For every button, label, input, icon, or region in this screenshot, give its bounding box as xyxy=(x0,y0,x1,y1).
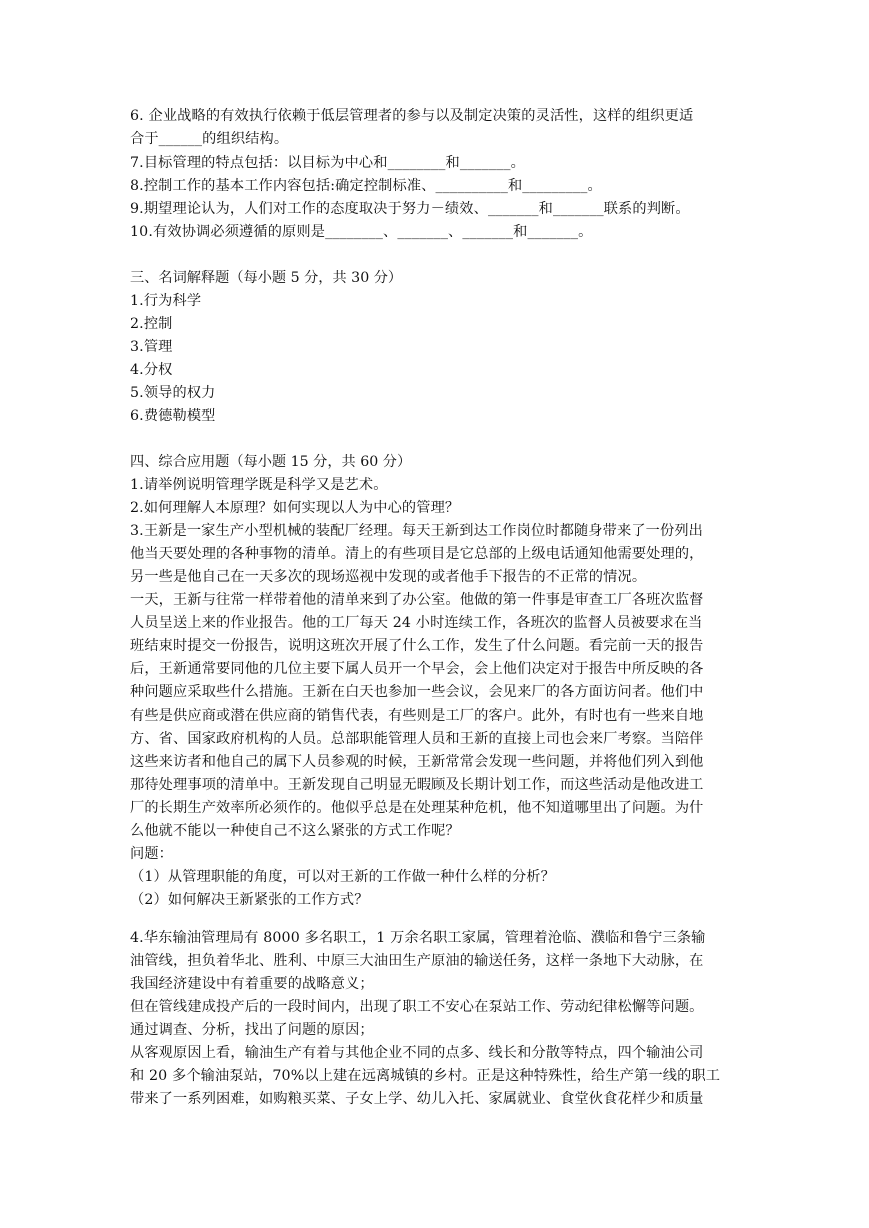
term-item: 1.行为科学 xyxy=(130,293,202,309)
paragraph-line: 和 20 多个输油泵站，70%以上建在远离城镇的乡村。正是这种特殊性，给生产第一线的职工 xyxy=(130,1068,721,1085)
paragraph-line: 方、省、国家政府机构的人员。总部职能管理人员和王新的直接上司也会来厂考察。当陪伴 xyxy=(130,730,704,747)
paragraph-line: 人员呈送上来的作业报告。他的工厂每天 24 小时连续工作，各班次的监督人员被要求在当 xyxy=(130,615,703,632)
paragraph-line: 后，王新通常要同他的几位主要下属人员开一个早会，会上他们决定对于报告中所反映的各 xyxy=(130,661,704,678)
question-line: 7.目标管理的特点包括：以目标为中心和________和_______。 xyxy=(130,155,525,171)
paragraph-line: 1.请举例说明管理学既是科学又是艺术。 xyxy=(130,477,388,493)
paragraph-line: 从客观原因上看，输油生产有着与其他企业不同的点多、线长和分散等特点，四个输油公司 xyxy=(130,1045,704,1062)
paragraph-line: 4.华东输油管理局有 8000 多名职工，1 万余名职工家属，管理着沧临、濮临和鲁宁三条输 xyxy=(130,930,706,946)
paragraph-line: 3.王新是一家生产小型机械的装配厂经理。每天王新到达工作岗位时都随身带来了一份列出 xyxy=(130,523,704,540)
question-line: 8.控制工作的基本工作内容包括:确定控制标准、__________和_________。 xyxy=(130,178,602,194)
term-item: 3.管理 xyxy=(130,339,173,355)
term-item: 6.费德勒模型 xyxy=(130,408,216,424)
question-line: 合于______的组织结构。 xyxy=(130,131,289,147)
term-item: 4.分权 xyxy=(130,362,173,378)
paragraph-line: 这些来访者和他自己的属下人员参观的时候，王新常常会发现一些问题，并将他们列入到他 xyxy=(130,753,704,770)
term-item: 2.控制 xyxy=(130,316,173,332)
paragraph-line: 班结束时提交一份报告，说明这班次开展了什么工作，发生了什么问题。看完前一天的报告 xyxy=(130,638,704,655)
paragraph-line: 种问题应采取些什么措施。王新在白天也参加一些会议，会见来厂的各方面访问者。他们中 xyxy=(130,684,704,701)
paragraph-line: 通过调查、分析，找出了问题的原因； xyxy=(130,1022,374,1039)
paragraph-line: 有些是供应商或潜在供应商的销售代表，有些则是工厂的客户。此外，有时也有一些来自地 xyxy=(130,707,704,724)
paragraph-line: 那待处理事项的清单中。王新发现自己明显无暇顾及长期计划工作，而这些活动是他改进工 xyxy=(130,776,704,793)
paragraph-line: 厂的长期生产效率所必须作的。他似乎总是在处理某种危机，他不知道哪里出了问题。为什 xyxy=(130,799,704,816)
paragraph-line: 一天，王新与往常一样带着他的清单来到了办公室。他做的第一件事是审查工厂各班次监督 xyxy=(130,592,704,609)
paragraph-line: （1）从管理职能的角度，可以对王新的工作做一种什么样的分析？ xyxy=(130,868,555,885)
paragraph-line: 带来了一系列困难，如购粮买菜、子女上学、幼儿入托、家属就业、食堂伙食花样少和质量 xyxy=(130,1091,704,1108)
section-heading: 四、综合应用题（每小题 15 分，共 60 分） xyxy=(130,454,412,470)
paragraph-line: 我国经济建设中有着重要的战略意义； xyxy=(130,976,374,993)
paragraph-line: 另一些是他自己在一天多次的现场巡视中发现的或者他手下报告的不正常的情况。 xyxy=(130,569,647,586)
question-line: 10.有效协调必须遵循的原则是________、_______、_______和_______。 xyxy=(130,224,593,240)
paragraph-line: 么他就不能以一种使自己不这么紧张的方式工作呢？ xyxy=(130,822,460,839)
section-heading: 三、名词解释题（每小题 5 分，共 30 分） xyxy=(130,270,403,286)
question-line: 6. 企业战略的有效执行依赖于低层管理者的参与以及制定决策的灵活性，这样的组织更适 xyxy=(130,108,694,124)
question-line: 9.期望理论认为，人们对工作的态度取决于努力－绩效、_______和_______联系的判断。 xyxy=(130,201,690,217)
paragraph-line: 他当天要处理的各种事物的清单。清上的有些项目是它总部的上级电话通知他需要处理的， xyxy=(130,546,704,563)
paragraph-line: 2.如何理解人本原理？如何实现以人为中心的管理？ xyxy=(130,500,460,517)
term-item: 5.领导的权力 xyxy=(130,385,216,401)
paragraph-line: 问题： xyxy=(130,845,174,862)
paragraph-line: 但在管线建成投产后的一段时间内，出现了职工不安心在泵站工作、劳动纪律松懈等问题。 xyxy=(130,999,704,1016)
paragraph-line: （2）如何解决王新紧张的工作方式？ xyxy=(130,891,369,908)
paragraph-line: 油管线，担负着华北、胜利、中原三大油田生产原油的输送任务，这样一条地下大动脉，在 xyxy=(130,953,704,970)
